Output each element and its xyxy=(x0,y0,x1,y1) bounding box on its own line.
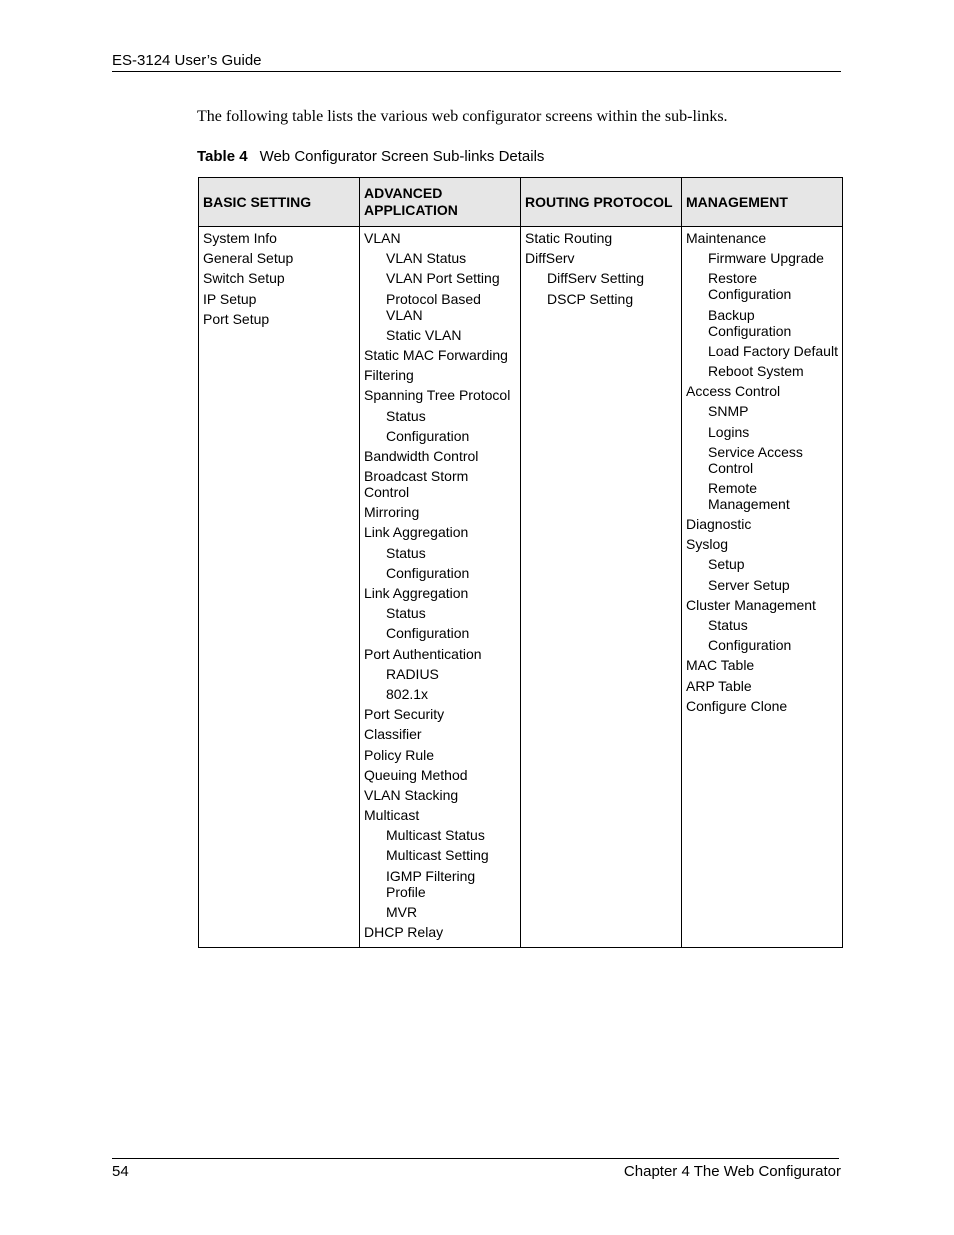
sub-link-item: DSCP Setting xyxy=(547,290,634,307)
sub-link-item: Status xyxy=(708,617,748,633)
sub-link-item: 802.1x xyxy=(386,685,429,702)
sub-link-item: Status xyxy=(386,605,426,622)
link-item: VLAN Stacking xyxy=(364,786,459,803)
intro-paragraph: The following table lists the various web configurator screens within the sub-links. xyxy=(197,108,728,125)
table-row xyxy=(199,227,843,948)
sub-link-item: Status xyxy=(386,544,426,561)
sub-link-item: SNMP xyxy=(708,403,749,420)
table-caption xyxy=(197,148,544,166)
sub-link-item: Service Access Control xyxy=(708,443,803,476)
sub-links-table xyxy=(198,177,843,948)
column-routing-protocol xyxy=(521,227,682,948)
sub-link-item: Static VLAN xyxy=(386,326,462,343)
table-caption-text: Web Configurator Screen Sub-links Details xyxy=(259,148,545,165)
sub-link-item: Multicast Status xyxy=(386,827,485,844)
link-item: Link Aggregation xyxy=(364,585,469,601)
link-item: Diagnostic xyxy=(686,516,752,533)
sub-link-item: Logins xyxy=(708,423,750,440)
link-item: Configure Clone xyxy=(686,697,788,714)
page-footer xyxy=(112,1158,839,1183)
link-item: Port Authentication xyxy=(364,645,482,662)
column-basic-setting xyxy=(199,227,360,948)
link-item: DHCP Relay xyxy=(364,924,444,940)
link-item: Bandwidth Control xyxy=(364,447,479,464)
sub-link-item: Restore Configuration xyxy=(708,270,792,303)
sub-link-item: Configuration xyxy=(386,564,470,581)
column-management xyxy=(682,227,843,948)
link-item: Multicast xyxy=(364,807,420,824)
sub-link-item: MVR xyxy=(386,903,418,920)
header-management: MANAGEMENT xyxy=(682,178,843,227)
link-item: Switch Setup xyxy=(203,270,285,287)
link-item: System Info xyxy=(203,230,277,246)
header-routing-protocol: ROUTING PROTOCOL xyxy=(521,178,682,227)
header-basic-setting: BASIC SETTING xyxy=(199,178,360,227)
header-advanced-application: ADVANCED APPLICATION xyxy=(360,178,521,227)
sub-link-item: VLAN Status xyxy=(386,250,467,267)
sub-link-item: VLAN Port Setting xyxy=(386,270,500,287)
sub-link-item: Remote Management xyxy=(708,479,790,512)
sub-link-item: Multicast Setting xyxy=(386,847,489,864)
sub-link-item: Firmware Upgrade xyxy=(708,250,824,267)
link-item: Static Routing xyxy=(525,230,613,246)
link-item: Syslog xyxy=(686,536,729,553)
chapter-title: Chapter 4 The Web Configurator xyxy=(623,1163,841,1180)
table-header-row xyxy=(199,178,843,227)
document-title: ES-3124 User’s Guide xyxy=(112,52,262,69)
column-advanced-application xyxy=(360,227,521,948)
sub-link-item: Server Setup xyxy=(708,576,790,593)
link-item: VLAN xyxy=(364,230,401,246)
sub-link-item: Setup xyxy=(708,556,745,573)
link-item: Filtering xyxy=(364,367,414,384)
sub-link-item: Reboot System xyxy=(708,362,804,379)
link-item: Port Security xyxy=(364,706,445,723)
sub-link-item: Configuration xyxy=(386,427,470,444)
link-item: Queuing Method xyxy=(364,766,468,783)
link-item: Broadcast Storm Control xyxy=(364,468,469,501)
page-number: 54 xyxy=(112,1163,129,1180)
link-item: DiffServ xyxy=(525,250,575,267)
table-caption-label: Table 4 xyxy=(197,148,248,165)
sub-link-item: DiffServ Setting xyxy=(547,270,645,287)
link-item: Cluster Management xyxy=(686,596,816,613)
page-header xyxy=(112,51,841,72)
link-item: Spanning Tree Protocol xyxy=(364,387,511,404)
sub-link-item: Backup Configuration xyxy=(708,306,792,339)
link-item: Static MAC Forwarding xyxy=(364,346,508,363)
link-item: Policy Rule xyxy=(364,746,435,763)
link-item: Port Setup xyxy=(203,310,270,327)
link-item: Maintenance xyxy=(686,230,767,246)
sub-link-item: Configuration xyxy=(386,625,470,642)
link-item: Access Control xyxy=(686,383,781,400)
link-item: ARP Table xyxy=(686,677,752,694)
sub-link-item: IGMP Filtering Profile xyxy=(386,867,476,900)
link-item: MAC Table xyxy=(686,657,755,674)
link-item: Mirroring xyxy=(364,504,420,521)
sub-link-item: Status xyxy=(386,407,426,424)
sub-link-item: Configuration xyxy=(708,637,792,654)
sub-link-item: Load Factory Default xyxy=(708,342,838,359)
link-item: General Setup xyxy=(203,250,294,267)
link-item: IP Setup xyxy=(203,290,257,307)
sub-link-item: RADIUS xyxy=(386,665,439,682)
sub-link-item: Protocol Based VLAN xyxy=(386,290,481,323)
link-item: Link Aggregation xyxy=(364,524,469,541)
link-item: Classifier xyxy=(364,726,422,743)
